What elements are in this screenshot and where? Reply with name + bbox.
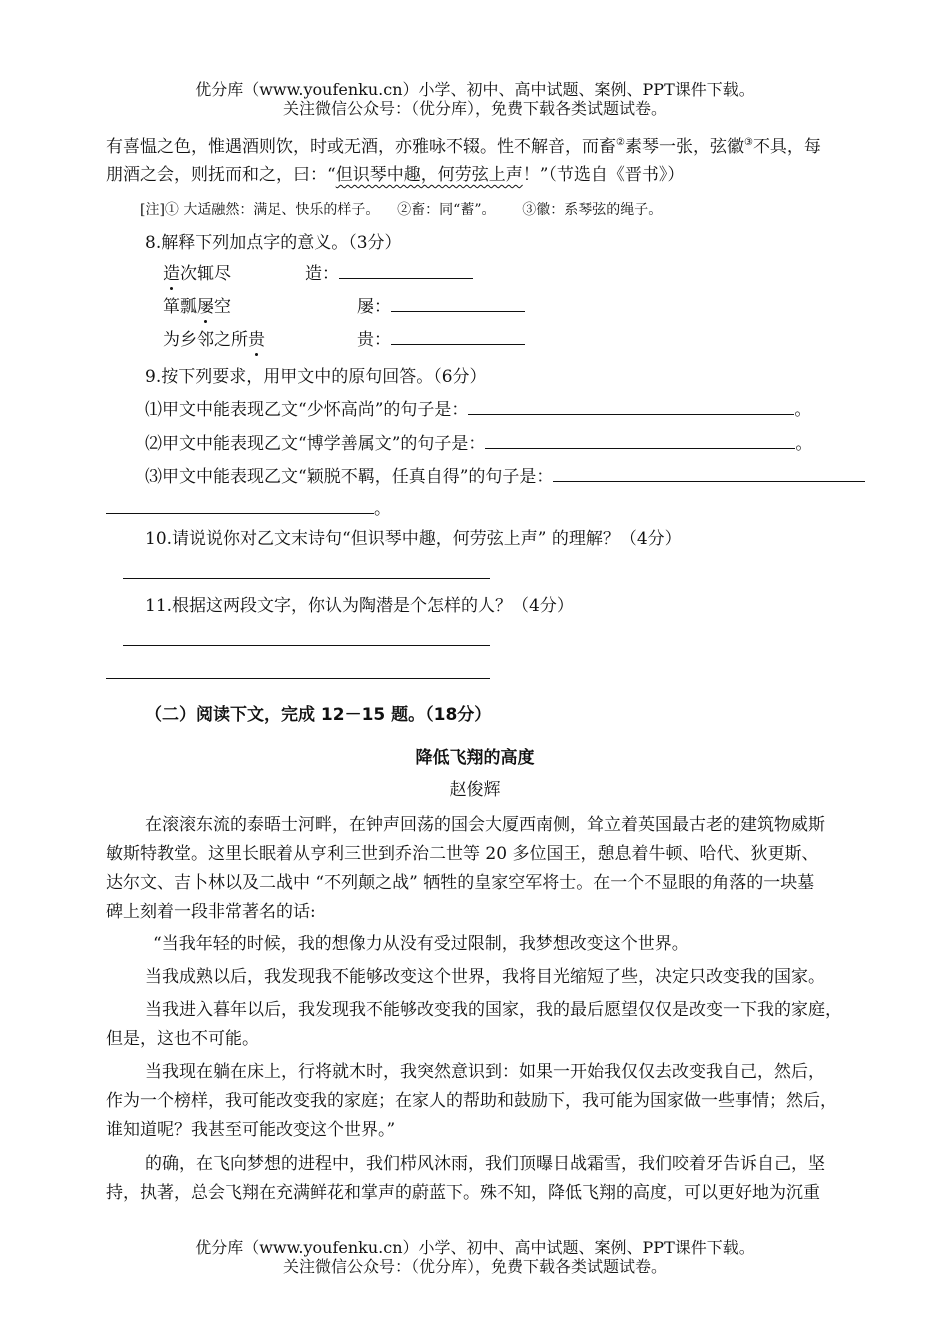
answer-blank[interactable] [485,432,795,449]
article-line: 当我进入暮年以后，我发现我不能够改变我的国家，我的最后愿望仅仅是改变一下我的家庭， [145,1000,842,1020]
text-segment: ！”（节选自《晋书》） [522,165,685,185]
answer-blank[interactable] [553,465,865,482]
passage-line [106,135,821,159]
article-line: 在滚滚东流的泰晤士河畔，在钟声回荡的国会大厦西南侧，耸立着英国最古老的建筑物威斯 [145,815,825,835]
answer-blank[interactable] [391,295,525,312]
question-9-title: 9.按下列要求，用甲文中的原句回答。（6分） [145,367,487,387]
article-line: 达尔文、吉卜林以及二战中 “不列颠之战” 牺牲的皇家空军将士。在一个不显眼的角落的一块墓 [106,873,815,893]
answer-label: 屡： [357,297,391,317]
article-line: 当我现在躺在床上，行将就木时，我突然意识到：如果一开始我仅仅去改变我自己，然后， [145,1062,825,1082]
header-line-2: 关注微信公众号：（优分库），免费下载各类试题试卷。 [282,99,667,118]
question-11-title: 11.根据这两段文字，你认为陶潜是个怎样的人？（4分） [145,596,574,616]
footer-line-2: 关注微信公众号：（优分库），免费下载各类试题试卷。 [282,1257,667,1276]
q8-answer-3 [357,328,525,352]
q9-sub-3-continuation: 。 [106,497,391,521]
dotted-character: 屡 [197,297,214,317]
header-line-1: 优分库（www.youfenku.cn）小学、初中、高中试题、案例、PPT课件下载。 [195,80,755,99]
question-10-title: 10.请说说你对乙文末诗句“但识琴中趣，何劳弦上声” 的理解？（4分） [145,529,682,549]
article-line: “当我年轻的时候，我的想像力从没有受过限制，我梦想改变这个世界。 [153,934,689,954]
article-line: 谁知道呢？我甚至可能改变这个世界。” [106,1120,396,1140]
question-8-title: 8.解释下列加点字的意义。（3分） [145,233,402,253]
q8-answer-2 [357,295,525,319]
article-line: 的确，在飞向梦想的进程中，我们栉风沐雨，我们顶曝日战霜雪，我们咬着牙告诉自己，坚 [145,1154,825,1174]
answer-blank[interactable] [339,262,473,279]
passage-line [106,163,684,187]
answer-label: 贵： [357,330,391,350]
answer-blank[interactable] [468,398,794,415]
page-footer [0,1238,950,1276]
dotted-character: 造 [163,264,180,284]
annotation-note: [注]① 大适融然：满足、快乐的样子。 ②畜：同“蓄”。 ③徽：系琴弦的绳子。 [140,202,663,218]
article-title: 降低飞翔的高度 [415,748,535,768]
text-segment: 素琴一张，弦徽 [624,137,744,157]
section-2-heading: （二）阅读下文，完成 12－15 题。（18分） [145,705,492,725]
q8-item-3: 为乡邻之所贵 [163,330,265,350]
footnote-marker: ③ [743,137,753,148]
dotted-character: 贵 [248,330,265,350]
answer-line[interactable] [106,678,490,679]
article-author: 赵俊辉 [449,780,501,800]
q8-item-2: 箪瓢屡空 [163,297,231,317]
text-segment: 朋酒之会，则抚而和之，曰：“ [106,165,336,185]
article-line: 碑上刻着一段非常著名的话: [106,902,316,922]
q8-answer-1 [305,262,473,286]
answer-line[interactable] [123,645,490,646]
article-line: 当我成熟以后，我发现我不能够改变这个世界，我将目光缩短了些，决定只改变我的国家。 [145,967,825,987]
answer-label: 造： [305,264,339,284]
article-line: 持，执著，总会飞翔在充满鲜花和掌声的蔚蓝下。殊不知，降低飞翔的高度，可以更好地为沉重 [106,1183,820,1203]
wavy-underlined-quote: 但识琴中趣，何劳弦上声 [335,165,523,185]
answer-blank[interactable] [106,497,374,514]
text-segment: 不具，每 [752,137,821,157]
q9-sub-2: ⑵甲文中能表现乙文“博学善属文”的句子是： 。 [145,434,813,454]
q9-sub-1: ⑴甲文中能表现乙文“少怀高尚”的句子是： 。 [145,400,812,420]
q9-sub-3: ⑶甲文中能表现乙文“颖脱不羁，任真自得”的句子是： [145,465,865,489]
footer-line-1: 优分库（www.youfenku.cn）小学、初中、高中试题、案例、PPT课件下载。 [195,1238,755,1257]
q8-item-1: 造次辄尽 [163,264,231,284]
article-line: 但是，这也不可能。 [106,1029,259,1049]
article-line: 敏斯特教堂。这里长眠着从亨利三世到乔治二世等 20 多位国王，憩息着牛顿、哈代、狄更斯、 [106,844,819,864]
answer-blank[interactable] [391,328,525,345]
page-header [0,80,950,118]
article-line: 作为一个榜样，我可能改变我的家庭；在家人的帮助和鼓励下，我可能为国家做一些事情；然后， [106,1091,837,1111]
text-segment: 有喜愠之色，惟遇酒则饮，时或无酒，亦雅咏不辍。性不解音，而畜 [106,137,616,157]
answer-line[interactable] [123,578,490,579]
footnote-marker: ② [616,137,625,148]
